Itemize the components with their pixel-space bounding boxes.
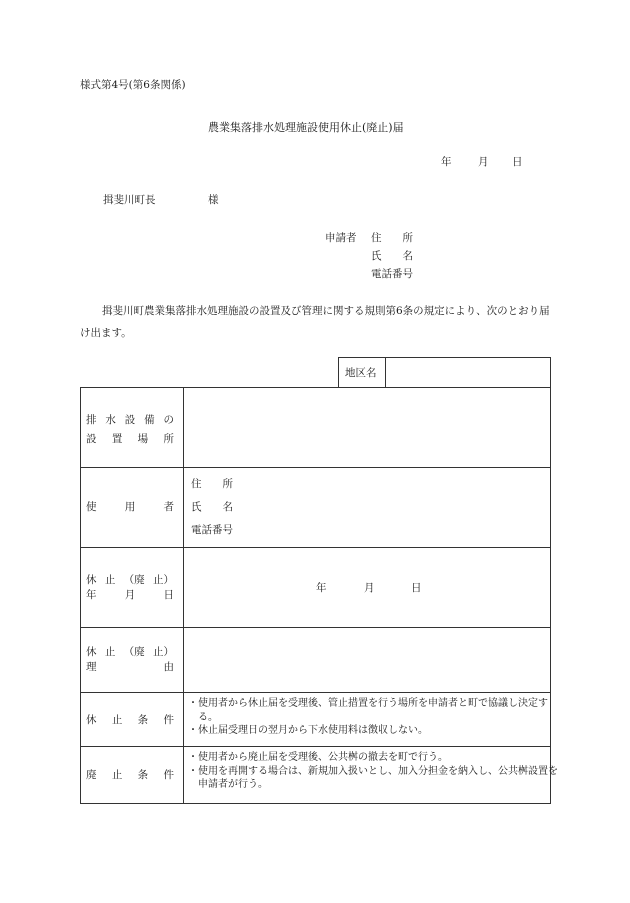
facility-location-field[interactable] [184, 388, 550, 467]
date-day-label: 日 [512, 156, 523, 168]
abolish-condition-item: ・使用者から廃止届を受理後、公共桝の撤去を町で行う。 [188, 752, 448, 763]
applicant-label: 申請者 [325, 232, 357, 244]
suspend-conditions-label: 休 止 条 件 [86, 714, 174, 726]
district-name-label: 地区名 [345, 367, 377, 379]
facility-location-label-line1: 排 水 設 備 の [86, 414, 174, 426]
facility-location-label-line2: 設 置 場 所 [86, 433, 174, 445]
suspend-conditions-list [188, 697, 558, 738]
document-title: 農業集落排水処理施設使用休止(廃止)届 [208, 121, 404, 134]
suspend-month: 月 [364, 582, 375, 594]
addressee: 揖斐川町長 [103, 194, 156, 206]
honorific: 様 [208, 194, 219, 206]
form-number: 様式第4号(第6条関係) [80, 79, 186, 91]
body-paragraph: 揖斐川町農業集落排水処理施設の設置及び管理に関する規則第6条の規定により、次のとおり届け出ます。 [80, 305, 550, 339]
abolish-condition-item: ・使用を再開する場合は、新規加入扱いとし、加入分担金を納入し、公共桝設置を申請者が行う。 [188, 765, 558, 790]
suspend-day: 日 [411, 582, 422, 594]
suspend-date-label-line1: 休 止 （廃 止） [86, 574, 174, 586]
date-month-label: 月 [478, 156, 489, 168]
suspend-condition-item: ・休止届受理日の翌月から下水使用料は徴収しない。 [188, 725, 428, 736]
user-address-label: 住 所 [191, 478, 233, 490]
user-label: 使 用 者 [86, 501, 174, 513]
reason-label-line2: 理 由 [86, 661, 174, 673]
applicant-phone-label: 電話番号 [371, 268, 413, 280]
suspend-year: 年 [316, 582, 327, 594]
abolish-conditions-list [188, 751, 558, 792]
suspend-condition-item: ・使用者から休止届を受理後、管止措置を行う場所を申請者と町で協議し決定する。 [188, 698, 548, 723]
reason-label-line1: 休 止 （廃 止） [86, 646, 174, 658]
abolish-conditions-label: 廃 止 条 件 [86, 769, 174, 781]
applicant-address-label: 住 所 [371, 232, 413, 244]
user-phone-label: 電話番号 [191, 524, 233, 536]
reason-field[interactable] [184, 628, 550, 692]
suspend-date-label-line2: 年 月 日 [86, 589, 174, 601]
applicant-name-label: 氏 名 [371, 250, 413, 262]
user-name-label: 氏 名 [191, 501, 233, 513]
date-year-label: 年 [441, 156, 452, 168]
